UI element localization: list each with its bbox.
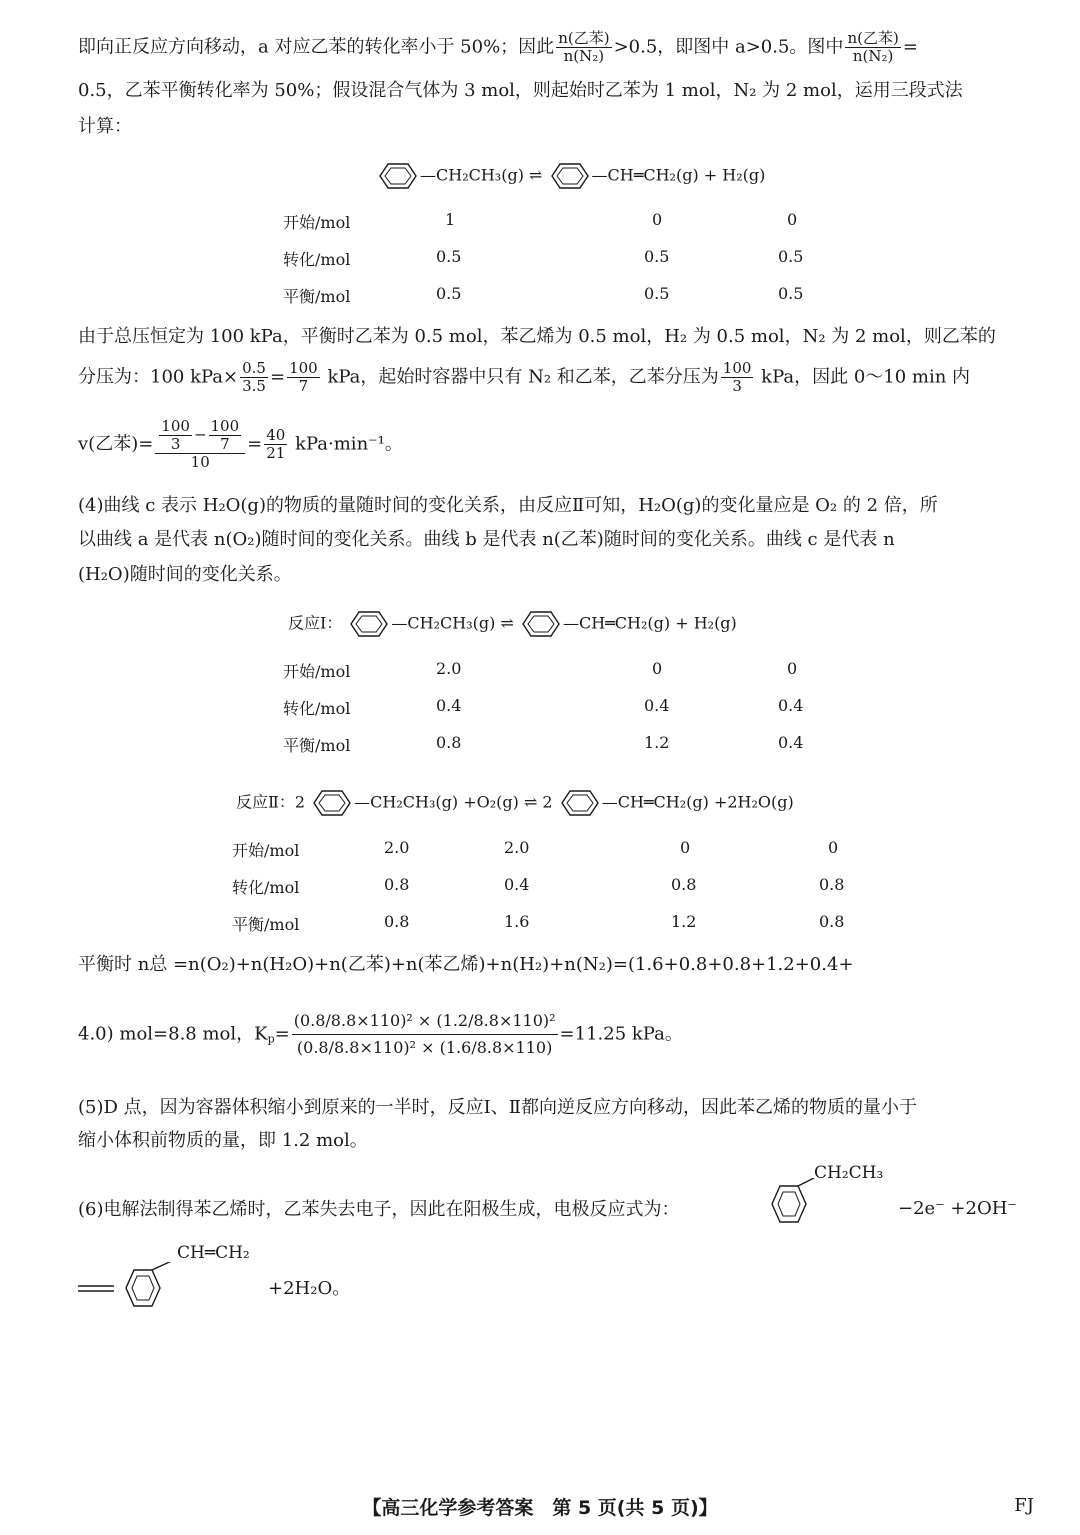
table-cell: 0: [652, 659, 663, 678]
table-cell: 0.5: [644, 284, 670, 303]
styrene-structure-icon: [78, 1262, 188, 1314]
row-label: 平衡/mol: [283, 287, 351, 306]
benzene-ring-icon: [312, 789, 352, 817]
reaction-equation-3: 反应Ⅱ：2 —CH₂CH₃(g) +O₂(g) ⇌ 2 —CH═CH₂(g) +2H₂O(g): [236, 789, 794, 817]
table-cell: 0.8: [671, 875, 697, 894]
kp-expression: 4.0) mol=8.8 mol，$K_p=$ $\frac{\text{(0.8/8.8×110)² × (1.2/8.8×110)²}}{\text{(0.8/8.8×110)² × (1.6/8.8×110)}}$ =11.25 kPa。: [78, 1008, 1034, 1061]
table-cell: 0: [787, 659, 798, 678]
para3-line1: (4)曲线 c 表示 H₂O(g)的物质的量随时间的变化关系，由反应Ⅱ可知，H₂O(g)的变化量应是 O₂ 的 2 倍，所: [78, 495, 938, 516]
benzene-ring-icon: [521, 610, 561, 638]
table-cell: 0.8: [819, 875, 845, 894]
row-label: 转化/mol: [283, 250, 351, 269]
table-cell: 1.2: [671, 912, 697, 931]
rate-expression: v(乙苯)= $\frac{100}{3}$ − $\frac{100}{7}$ 10 = $\frac{40}{21}$ kPa·min⁻¹。: [78, 417, 403, 471]
para3-line2: 以曲线 a 是代表 n(O₂)随时间的变化关系。曲线 b 是代表 n(乙苯)随时间的变化关系。曲线 c 是代表 n: [78, 529, 895, 550]
row-label: 开始/mol: [283, 662, 351, 681]
region-code: FJ: [1014, 1495, 1034, 1516]
table-cell: 1.6: [504, 912, 530, 931]
reaction-equation-1: —CH₂CH₃(g) ⇌ —CH═CH₂(g) + H₂(g): [376, 162, 765, 190]
vinyl-substituent: CH═CH₂: [177, 1243, 250, 1263]
row-label: 开始/mol: [232, 841, 300, 860]
row-label: 转化/mol: [232, 878, 300, 897]
table-cell: 0: [787, 210, 798, 229]
ethyl-substituent: CH₂CH₃: [814, 1163, 884, 1183]
table-cell: 0.8: [819, 912, 845, 931]
para4-line1: 平衡时 n总 =n(O₂)+n(H₂O)+n(乙苯)+n(苯乙烯)+n(H₂)+n(N₂)=(1.6+0.8+0.8+1.2+0.4+: [78, 954, 854, 975]
para2-line2: 分压为：100 kPa× $\frac{0.5}{3.5}$ = $\frac{100}{7}$ kPa，起始时容器中只有 N₂ 和乙苯，乙苯分压为 $\frac{100}{3}$ kPa，因此 0～10 min 内: [78, 359, 971, 395]
table-cell: 0: [828, 838, 839, 857]
para3-line3: (H₂O)随时间的变化关系。: [78, 564, 292, 585]
table-cell: 2.0: [504, 838, 530, 857]
page-footer: 【高三化学参考答案 第 5 页(共 5 页)】: [362, 1497, 718, 1519]
benzene-ring-icon: [349, 610, 389, 638]
table-cell: 1.2: [644, 733, 670, 752]
para6-line1: (6)电解法制得苯乙烯时，乙苯失去电子，因此在阳极生成，电极反应式为：: [78, 1199, 680, 1220]
table-cell: 0.4: [436, 696, 462, 715]
table-cell: 0.4: [644, 696, 670, 715]
table-cell: 0.4: [504, 875, 530, 894]
table-cell: 2.0: [436, 659, 462, 678]
row-label: 转化/mol: [283, 699, 351, 718]
row-label: 平衡/mol: [283, 736, 351, 755]
electrode-terms: −2e⁻ +2OH⁻: [898, 1198, 1017, 1219]
table-cell: 0.5: [436, 247, 462, 266]
table-cell: 0: [652, 210, 663, 229]
para1-line1: 即向正反应方向移动，a 对应乙苯的转化率小于 50%；因此 $\frac{\text{n(乙苯)}}{\text{n(N₂)}}$ >0.5，即图中 a>0.5。图中 $\frac{\text{n(乙苯)}}{\text{n(N₂)}}$ =: [78, 29, 918, 65]
benzene-ring-icon: [378, 162, 418, 190]
para1-line2: 0.5，乙苯平衡转化率为 50%；假设混合气体为 3 mol，则起始时乙苯为 1 mol，N₂ 为 2 mol，运用三段式法: [78, 80, 963, 101]
table-cell: 0.5: [778, 247, 804, 266]
table-cell: 0.8: [384, 875, 410, 894]
table-cell: 0.5: [436, 284, 462, 303]
table-cell: 0.4: [778, 696, 804, 715]
reaction-equation-2: 反应Ⅰ： —CH₂CH₃(g) ⇌ —CH═CH₂(g) + H₂(g): [288, 610, 737, 638]
table-cell: 2.0: [384, 838, 410, 857]
benzene-ring-icon: [550, 162, 590, 190]
table-cell: 0.8: [436, 733, 462, 752]
row-label: 平衡/mol: [232, 915, 300, 934]
para2-line1: 由于总压恒定为 100 kPa，平衡时乙苯为 0.5 mol，苯乙烯为 0.5 mol，H₂ 为 0.5 mol，N₂ 为 2 mol，则乙苯的: [78, 326, 996, 347]
table-cell: 1: [445, 210, 456, 229]
water-product: +2H₂O。: [268, 1278, 351, 1299]
table-cell: 0: [680, 838, 691, 857]
para5-line2: 缩小体积前物质的量，即 1.2 mol。: [78, 1130, 368, 1151]
para5-line1: (5)D 点，因为容器体积缩小到原来的一半时，反应Ⅰ、Ⅱ都向逆反应方向移动，因此苯乙烯的物质的量小于: [78, 1097, 917, 1118]
table-cell: 0.5: [644, 247, 670, 266]
para1-line3: 计算：: [78, 116, 132, 137]
table-cell: 0.4: [778, 733, 804, 752]
row-label: 开始/mol: [283, 213, 351, 232]
table-cell: 0.5: [778, 284, 804, 303]
table-cell: 0.8: [384, 912, 410, 931]
ethylbenzene-structure-icon: [760, 1178, 820, 1230]
benzene-ring-icon: [560, 789, 600, 817]
